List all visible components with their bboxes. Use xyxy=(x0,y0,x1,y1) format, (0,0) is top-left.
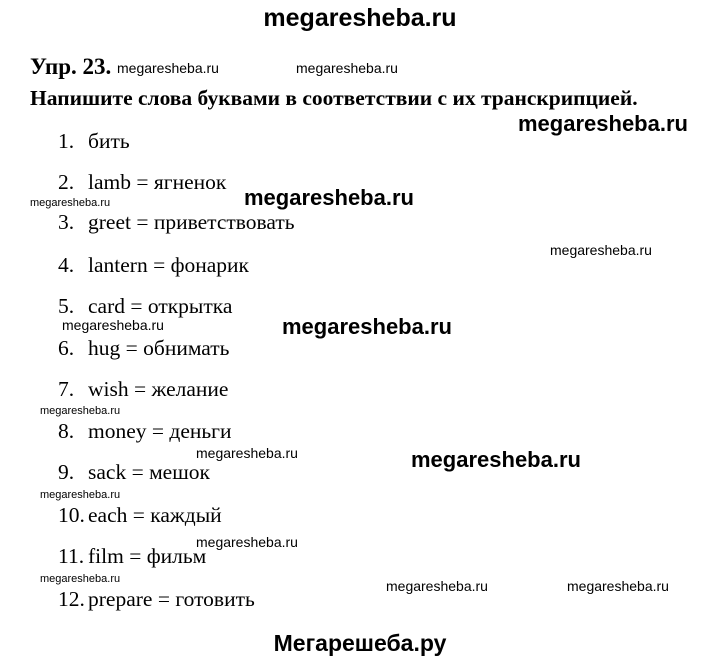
item-number: 2. xyxy=(58,170,75,194)
list-item xyxy=(58,505,222,527)
list-item xyxy=(58,379,228,401)
item-number: 1. xyxy=(58,129,75,153)
list-item xyxy=(58,589,255,611)
item-number: 4. xyxy=(58,253,75,277)
item-text: бить xyxy=(88,129,130,153)
list-item xyxy=(58,338,229,360)
item-number: 7. xyxy=(58,377,75,401)
watermark: megaresheba.ru xyxy=(40,489,121,501)
watermark: megaresheba.ru xyxy=(244,185,414,210)
header-site-name: megaresheba.ru xyxy=(263,4,457,32)
item-number: 8. xyxy=(58,419,75,443)
list-item xyxy=(58,131,130,153)
item-number: 12. xyxy=(58,587,85,611)
list-item xyxy=(58,212,295,234)
item-text: lamb = ягненок xyxy=(88,170,227,194)
item-number: 6. xyxy=(58,336,75,360)
item-text: lantern = фонарик xyxy=(88,253,249,277)
watermark: megaresheba.ru xyxy=(518,111,688,136)
exercise-instruction: Напишите слова буквами в соответствии с их транскрипцией. xyxy=(30,86,638,110)
watermark: megaresheba.ru xyxy=(30,197,111,209)
item-text: each = каждый xyxy=(88,503,222,527)
list-item xyxy=(58,462,210,484)
watermark: megaresheba.ru xyxy=(40,573,121,585)
list-item xyxy=(58,255,249,277)
item-text: card = открытка xyxy=(88,294,233,318)
watermark: megaresheba.ru xyxy=(411,447,581,472)
item-text: money = деньги xyxy=(88,419,232,443)
item-number: 3. xyxy=(58,210,75,234)
item-number: 9. xyxy=(58,460,75,484)
item-text: sack = мешок xyxy=(88,460,210,484)
footer-site-name: Мегарешеба.ру xyxy=(273,630,447,656)
item-text: wish = желание xyxy=(88,377,229,401)
item-text: greet = приветствовать xyxy=(88,210,295,234)
watermark: megaresheba.ru xyxy=(196,445,298,461)
watermark: megaresheba.ru xyxy=(386,578,488,594)
list-item xyxy=(58,296,232,318)
item-number: 11. xyxy=(58,544,85,568)
exercise-label: Упр. 23. xyxy=(30,54,112,79)
watermark: megaresheba.ru xyxy=(567,578,669,594)
watermark: megaresheba.ru xyxy=(62,317,164,333)
watermark: megaresheba.ru xyxy=(40,405,121,417)
list-item xyxy=(58,421,232,443)
watermark: megaresheba.ru xyxy=(296,60,398,76)
item-text: hug = обнимать xyxy=(88,336,230,360)
item-number: 5. xyxy=(58,294,75,318)
list-item xyxy=(58,546,206,568)
watermark: megaresheba.ru xyxy=(282,314,452,339)
item-text: prepare = готовить xyxy=(88,587,255,611)
list-item xyxy=(58,172,226,194)
item-number: 10. xyxy=(58,503,85,527)
item-text: film = фильм xyxy=(88,544,207,568)
watermark: megaresheba.ru xyxy=(117,60,219,76)
watermark: megaresheba.ru xyxy=(550,242,652,258)
watermark: megaresheba.ru xyxy=(196,534,298,550)
